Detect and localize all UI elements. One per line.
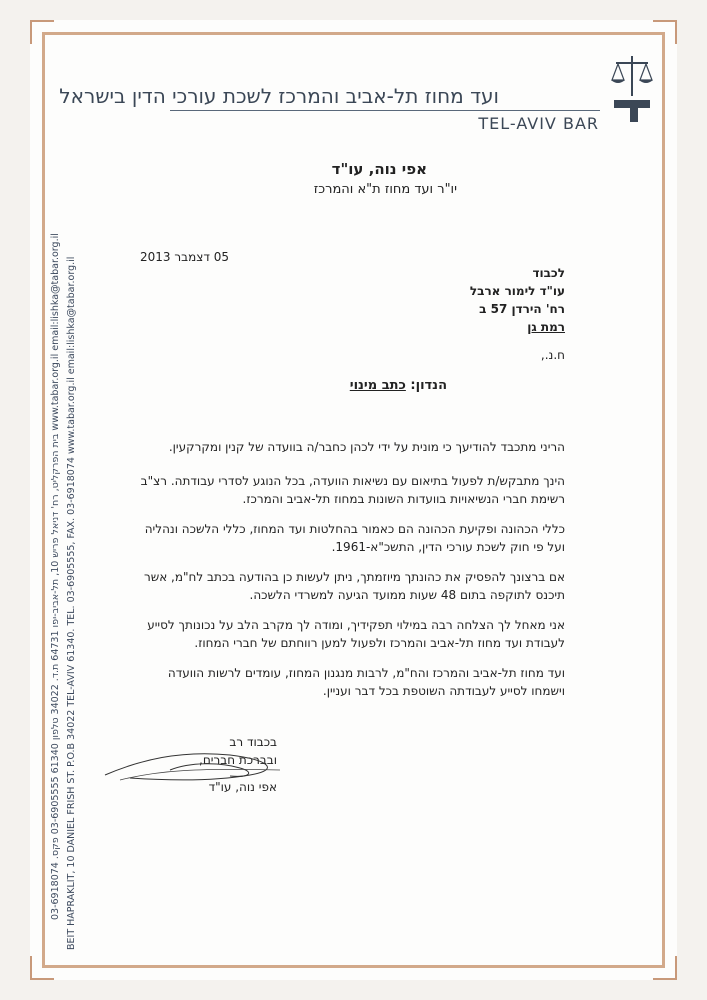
frame-top — [42, 32, 665, 35]
scales-of-justice-icon — [608, 52, 656, 124]
paragraph: כללי הכהונה ופקיעת הכהונה הם כאמור בהחלטות ועד המחוז, כללי הלשכה ונהליה ועל פי חוק לשכת עורכי הדין, התשכ"א-1961. — [144, 522, 565, 554]
letterhead-org-hebrew: ועד מחוז תל-אביב והמרכז לשכת עורכי הדין בישראל — [59, 84, 499, 108]
recipient-name: עו"ד לימור ארבל — [469, 284, 565, 298]
paragraph: הריני מתכבד להודיעך כי מונית על ידי לכהן כחבר/ה בוועדה של קנין ומקרקעין. — [168, 440, 565, 454]
closing-line1: בכבוד רב — [229, 735, 277, 749]
sender-name: אפי נוה, עו"ד — [331, 160, 427, 178]
paragraph: אם ברצונך להפסיק את כהונתך מיוזמתך, ניתן לעשות כן בהודעה בכתב לח"מ, אשר תיכנס לתוקפה בתום 48 שעות ממועד הגיעה למשרדי הלשכה. — [143, 570, 565, 602]
paragraph: אני מאחל לך הצלחה רבה במילוי תפקידיך, ומודה לך מקרב הלב על נכונותך לסייע לעבודת ועד מחוז תל-אביב והמרכז ולפעול למען רווחתם של חברי המחוז. — [147, 618, 565, 650]
subject-line — [350, 378, 447, 393]
frame-corner-tl — [30, 20, 54, 44]
recipient-street: רח' הירדן 57 ב — [479, 302, 565, 316]
sidebar-address-hebrew: בית הפרקליט, רח' דניאל פריש 10, תל-אביב-יפו 64731 ת.ד. 34022 טלפון 61340 03-6905555 פקס. 03-6918074 www.tabar.org.il email:lishka@tabar.org.il — [50, 233, 61, 920]
sidebar-address-english: BEIT HAPRAKLIT, 10 DANIEL FRISH ST. P.O.B 34022 TEL-AVIV 61340. TEL. 03-6905555, FAX. 03-6918074 www.tabar.org.il email:lishka@tabar.org.il — [66, 256, 77, 950]
subject-text: כתב מינוי — [349, 378, 406, 393]
frame-right — [662, 32, 665, 968]
frame-corner-br — [653, 956, 677, 980]
frame-corner-tr — [653, 20, 677, 44]
recipient-salutation: לכבוד — [532, 266, 565, 280]
greeting: ח.נ., — [540, 348, 565, 362]
paragraph: הינך מתבקש/ת לפעול בתיאום עם נשיאות הוועדה, בכל הנוגע לסדרי עבודתה. רצ"ב רשימת חברי הנשיאויות בוועדות השונות במחוז תל-אביב והמרכז. — [140, 474, 565, 506]
frame-corner-bl — [30, 956, 54, 980]
closing-line2: ובברכת חברים, — [199, 753, 277, 767]
paragraph: ועד מחוז תל-אביב והמרכז והח"מ, לרבות מנגנון המחוז, עומדים לרשות הוועדה וישמחו לסייע לעבודתה השוטפת בכל דבר ועניין. — [167, 666, 565, 698]
letterhead-org-english: TEL-AVIV BAR — [478, 114, 599, 133]
frame-left — [42, 32, 45, 968]
letter-date: 05 דצמבר 2013 — [140, 250, 229, 264]
letterhead-rule — [170, 110, 600, 111]
recipient-city: רמת גן — [527, 320, 565, 334]
subject-label: הנדון: — [410, 378, 447, 393]
sender-title: יו"ר ועד מחוז ת"א והמרכז — [313, 182, 457, 197]
signatory-name: אפי נוה, עו"ד — [208, 780, 277, 794]
frame-bottom — [42, 965, 665, 968]
